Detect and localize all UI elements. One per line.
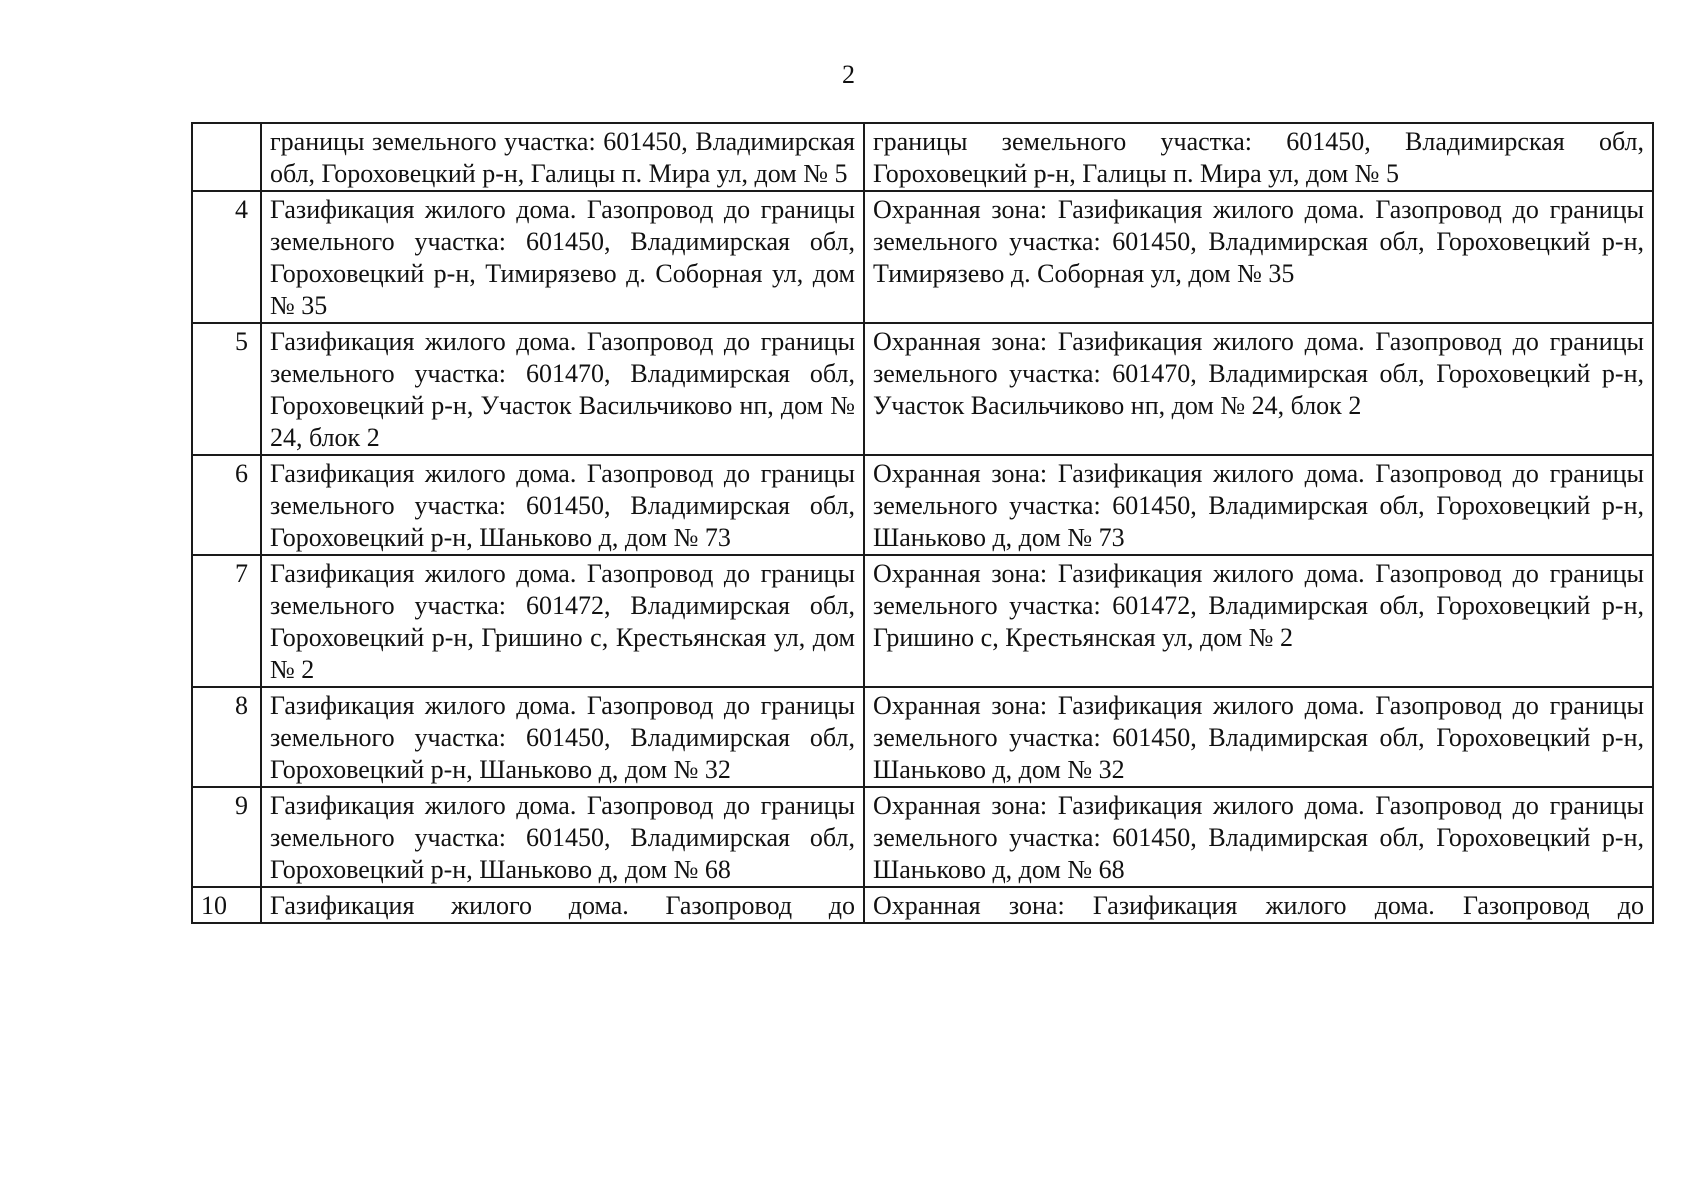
table-row — [192, 687, 1653, 787]
object-description: Газификация жилого дома. Газопровод до границы земельного участка: 601450, Владимирская обл, Гороховецкий р-н, Шаньково д, дом № 73 — [261, 455, 864, 555]
row-number: 4 — [192, 191, 261, 323]
row-number — [192, 123, 261, 191]
table-row — [192, 455, 1653, 555]
row-number: 8 — [192, 687, 261, 787]
object-description — [261, 887, 864, 923]
protection-zone-description — [864, 887, 1653, 923]
row-number: 9 — [192, 787, 261, 887]
table-row — [192, 323, 1653, 455]
protection-zone-description: Охранная зона: Газификация жилого дома. Газопровод до границы земельного участка: 601470, Владимирская обл, Гороховецкий р-н, Участок Васильчиково нп, дом № 24, блок 2 — [864, 323, 1653, 455]
protection-zone-description: Охранная зона: Газификация жилого дома. Газопровод до границы земельного участка: 601450, Владимирская обл, Гороховецкий р-н, Тимирязево д. Соборная ул, дом № 35 — [864, 191, 1653, 323]
protection-zone-description: Охранная зона: Газификация жилого дома. Газопровод до границы земельного участка: 601450, Владимирская обл, Гороховецкий р-н, Шаньково д, дом № 32 — [864, 687, 1653, 787]
object-description: Газификация жилого дома. Газопровод до границы земельного участка: 601450, Владимирская обл, Гороховецкий р-н, Тимирязево д. Соборная ул, дом № 35 — [261, 191, 864, 323]
page-number: 2 — [842, 60, 855, 89]
object-description: Газификация жилого дома. Газопровод до границы земельного участка: 601472, Владимирская обл, Гороховецкий р-н, Гришино с, Крестьянская ул, дом № 2 — [261, 555, 864, 687]
object-description-text: Газификация жилого дома. Газопровод до — [270, 891, 855, 920]
table-row — [192, 123, 1653, 191]
table-row — [192, 787, 1653, 887]
protection-zone-description: Охранная зона: Газификация жилого дома. Газопровод до границы земельного участка: 601450, Владимирская обл, Гороховецкий р-н, Шаньково д, дом № 68 — [864, 787, 1653, 887]
table-row — [192, 191, 1653, 323]
gasification-table — [191, 122, 1654, 924]
protection-zone-description: Охранная зона: Газификация жилого дома. Газопровод до границы земельного участка: 601450, Владимирская обл, Гороховецкий р-н, Шаньково д, дом № 73 — [864, 455, 1653, 555]
table-row — [192, 555, 1653, 687]
row-number: 10 — [192, 887, 261, 923]
object-description: Газификация жилого дома. Газопровод до границы земельного участка: 601470, Владимирская обл, Гороховецкий р-н, Участок Васильчиково нп, дом № 24, блок 2 — [261, 323, 864, 455]
object-description: Газификация жилого дома. Газопровод до границы земельного участка: 601450, Владимирская обл, Гороховецкий р-н, Шаньково д, дом № 68 — [261, 787, 864, 887]
object-description: границы земельного участка: 601450, Владимирская обл, Гороховецкий р-н, Галицы п. Мира ул, дом № 5 — [261, 123, 864, 191]
table-row — [192, 887, 1653, 923]
row-number: 6 — [192, 455, 261, 555]
protection-zone-text: Охранная зона: Газификация жилого дома. Газопровод до — [873, 891, 1644, 920]
protection-zone-description: границы земельного участка: 601450, Владимирская обл, Гороховецкий р-н, Галицы п. Мира ул, дом № 5 — [864, 123, 1653, 191]
protection-zone-description: Охранная зона: Газификация жилого дома. Газопровод до границы земельного участка: 601472, Владимирская обл, Гороховецкий р-н, Гришино с, Крестьянская ул, дом № 2 — [864, 555, 1653, 687]
row-number: 5 — [192, 323, 261, 455]
object-description: Газификация жилого дома. Газопровод до границы земельного участка: 601450, Владимирская обл, Гороховецкий р-н, Шаньково д, дом № 32 — [261, 687, 864, 787]
row-number: 7 — [192, 555, 261, 687]
